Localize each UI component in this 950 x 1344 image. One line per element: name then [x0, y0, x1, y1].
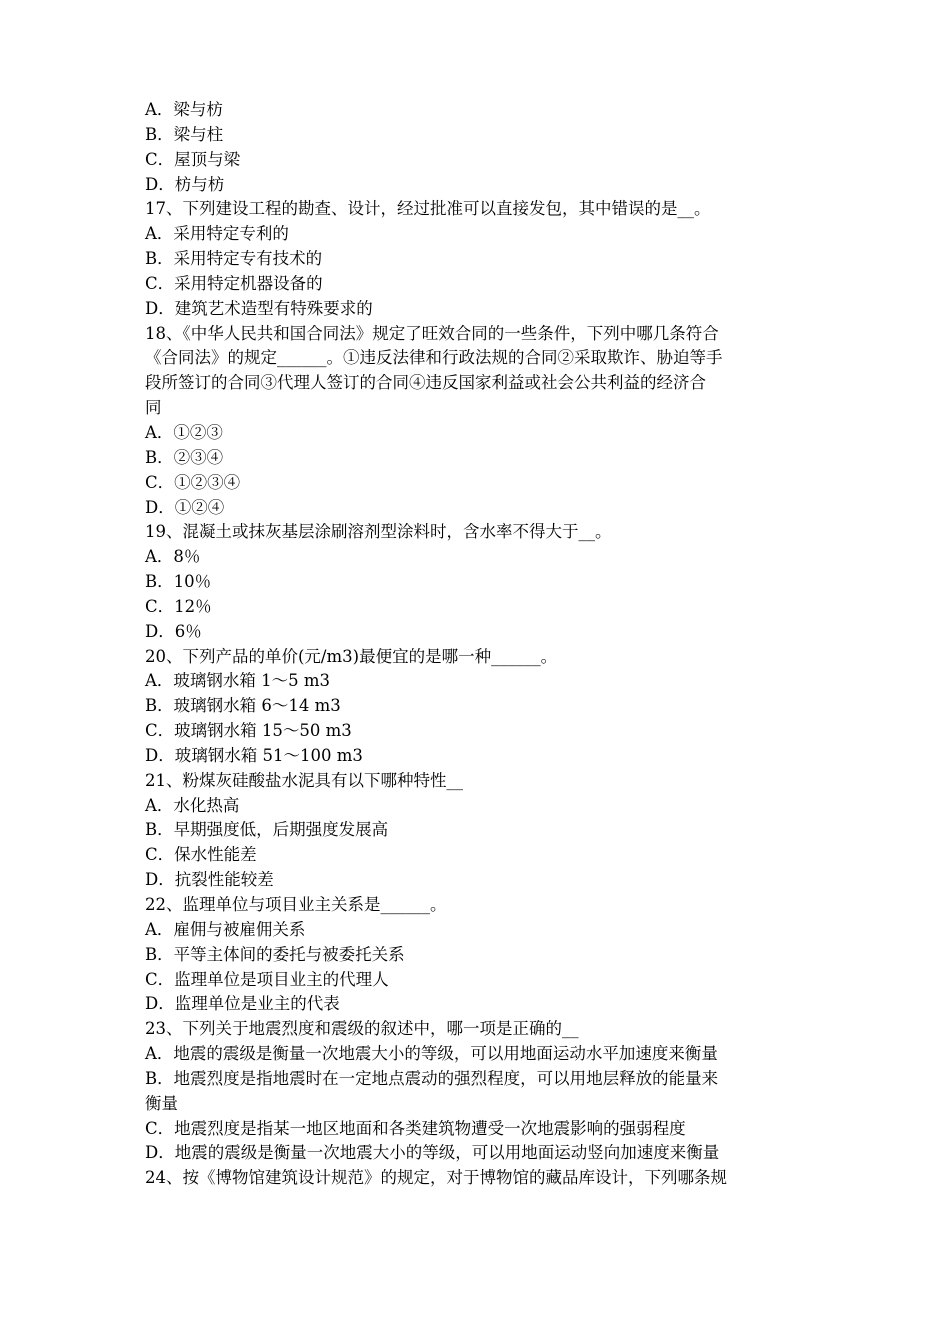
option-line: B．早期强度低，后期强度发展高 — [145, 820, 389, 840]
option-line: D．玻璃钢水箱 51～100 m3 — [145, 745, 363, 765]
option-line: D．枋与枋 — [145, 174, 225, 194]
option-line: D．监理单位是业主的代表 — [145, 994, 340, 1014]
question-18-continued: 段所签订的合同③代理人签订的合同④违反国家利益或社会公共利益的经济合 — [145, 373, 706, 393]
option-line: C．玻璃钢水箱 15～50 m3 — [145, 721, 352, 741]
question-18-continued: 同 — [145, 398, 162, 418]
option-line: C．保水性能差 — [145, 845, 257, 865]
option-line: A．玻璃钢水箱 1～5 m3 — [145, 671, 331, 691]
option-line: A．水化热高 — [145, 795, 240, 815]
option-line: C．屋顶与梁 — [145, 149, 241, 169]
option-line: A．采用特定专利的 — [145, 224, 289, 244]
question-17: 17、下列建设工程的勘查、设计，经过批准可以直接发包，其中错误的是__。 — [145, 199, 711, 219]
option-line: A．梁与枋 — [145, 100, 223, 119]
question-21: 21、粉煤灰硅酸盐水泥具有以下哪种特性__ — [145, 770, 463, 790]
option-line: A．地震的震级是衡量一次地震大小的等级，可以用地面运动水平加速度来衡量 — [145, 1044, 718, 1064]
option-line: B．玻璃钢水箱 6～14 m3 — [145, 696, 341, 716]
option-line: B．梁与柱 — [145, 124, 224, 144]
option-line: B．采用特定专有技术的 — [145, 249, 323, 269]
question-24: 24、按《博物馆建筑设计规范》的规定，对于博物馆的藏品库设计，下列哪条规 — [145, 1168, 727, 1188]
option-line: C．监理单位是项目业主的代理人 — [145, 969, 389, 989]
option-line: B．10％ — [145, 572, 212, 592]
option-line: C．①②③④ — [145, 472, 241, 492]
option-line: D．建筑艺术造型有特殊要求的 — [145, 298, 373, 318]
question-20: 20、下列产品的单价(元/m3)最便宜的是哪一种______。 — [145, 646, 558, 666]
option-line: C．采用特定机器设备的 — [145, 273, 323, 293]
option-line: C．地震烈度是指某一地区地面和各类建筑物遭受一次地震影响的强弱程度 — [145, 1118, 686, 1138]
question-18: 18、《中华人民共和国合同法》规定了旺效合同的一些条件，下列中哪几条符合 — [145, 323, 719, 343]
option-line: A．雇佣与被雇佣关系 — [145, 919, 306, 939]
option-line: D．6％ — [145, 621, 202, 641]
option-line: D．抗裂性能较差 — [145, 870, 274, 890]
question-22: 22、监理单位与项目业主关系是______。 — [145, 895, 447, 914]
question-23: 23、下列关于地震烈度和震级的叙述中，哪一项是正确的__ — [145, 1019, 579, 1039]
option-line: B．②③④ — [145, 447, 224, 467]
option-line: A．8％ — [145, 547, 201, 567]
option-line: C．12％ — [145, 596, 212, 616]
question-19: 19、混凝土或抹灰基层涂刷溶剂型涂料时，含水率不得大于__。 — [145, 522, 612, 542]
document-body — [145, 98, 820, 1191]
question-18-continued: 《合同法》的规定______。①违反法律和行政法规的合同②采取欺诈、胁迫等手 — [145, 348, 723, 368]
option-line-continued: 衡量 — [145, 1093, 178, 1113]
option-line: B．平等主体间的委托与被委托关系 — [145, 944, 405, 964]
option-line: A．①②③ — [145, 422, 223, 442]
option-line: D．①②④ — [145, 497, 225, 517]
option-line: D．地震的震级是衡量一次地震大小的等级，可以用地面运动竖向加速度来衡量 — [145, 1143, 720, 1163]
option-line: B．地震烈度是指地震时在一定地点震动的强烈程度，可以用地层释放的能量来 — [145, 1068, 719, 1088]
